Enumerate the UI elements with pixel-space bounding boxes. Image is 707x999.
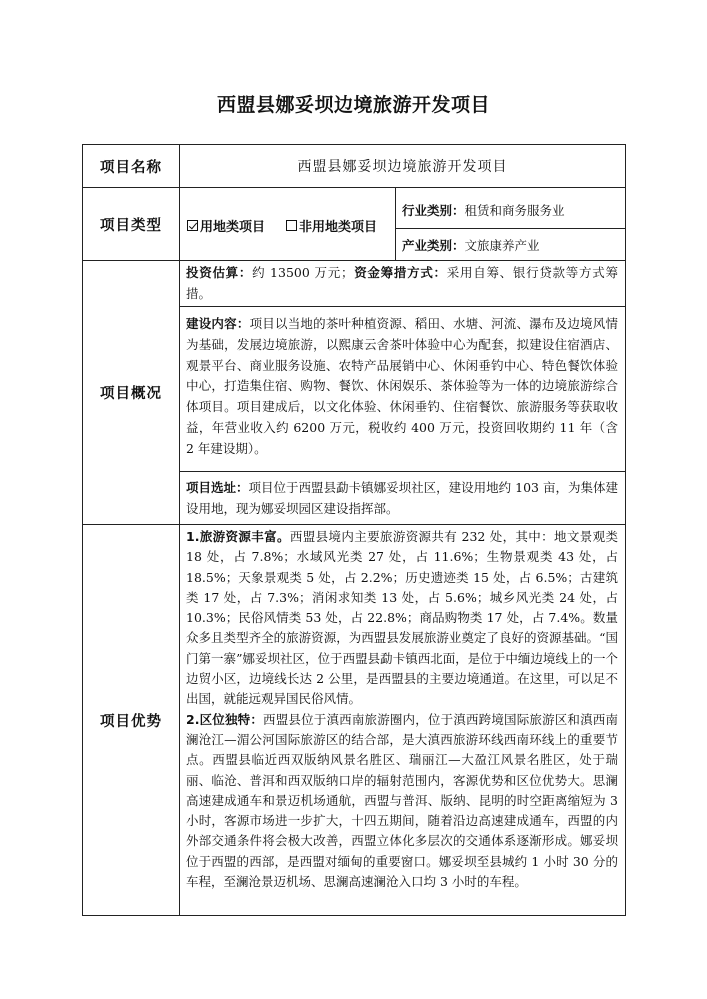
industry-category xyxy=(402,198,565,222)
column-divider xyxy=(395,187,396,260)
funding-key: 资金筹措方式： xyxy=(353,265,447,280)
advantage-content xyxy=(186,527,618,892)
row-divider xyxy=(179,471,626,472)
overview-site xyxy=(186,478,618,520)
funding-text: 采用自筹、银行贷款等方式筹措。 xyxy=(186,265,618,301)
sector-key: 产业类别： xyxy=(402,238,465,253)
industry-key: 行业类别： xyxy=(402,203,465,218)
table-border-right xyxy=(625,144,626,916)
investment-text: 约 13500 万元； xyxy=(252,265,354,280)
table-border-bottom xyxy=(82,915,626,916)
label-project-type: 项目类型 xyxy=(100,217,162,234)
project-name-value: 西盟县娜妥坝边境旅游开发项目 xyxy=(297,159,508,175)
advantage-2-text: 西盟县位于滇西南旅游圈内，位于滇西跨境国际旅游区和滇西南澜沧江—湄公河国际旅游区的结合部，是大滇西旅游环线西南环线上的重要节点。西盟县临近西双版纳风景名胜区、瑞丽江—大盈江风景名胜区，处于瑞丽、临沧、普洱和西双版纳口岸的辐射范围内，客源优势和区位优势大。思澜高速建成通车和景迈机场通航，西盟与普洱、版纳、昆明的时空距离缩短为 3 小时，客源市场进一步扩大，十四五期间，随着沿边高速建成通车，西盟的内外部交通条件将会极大改善，西盟立体化多层次的交通体系逐渐形成。娜妥坝位于西盟的西部，是西盟对缅甸的重要窗口。娜妥坝至县城约 1 小时 30 分的车程，至澜沧景迈机场、思澜高速澜沧入口均 3 小时的车程。 xyxy=(186,711,618,890)
investment-key: 投资估算： xyxy=(186,265,253,280)
label-project-advantage: 项目优势 xyxy=(100,713,162,730)
type-option-land-label: 用地类项目 xyxy=(200,220,266,235)
row-divider xyxy=(395,228,626,229)
type-option-non-land xyxy=(286,216,377,235)
overview-investment xyxy=(186,263,618,305)
overview-construction xyxy=(186,314,618,460)
label-project-overview: 项目概况 xyxy=(100,386,162,402)
type-option-non-land-label: 非用地类项目 xyxy=(299,220,378,235)
sector-value: 文旅康养产业 xyxy=(464,238,540,253)
advantage-paragraph-2 xyxy=(186,710,618,893)
industry-value: 租赁和商务服务业 xyxy=(464,203,565,218)
label-project-name: 项目名称 xyxy=(100,159,162,176)
site-text: 项目位于西盟县勐卡镇娜妥坝社区，建设用地约 103 亩，为集体建设用地，现为娜妥坝园区建设指挥部。 xyxy=(186,480,618,516)
sector-category xyxy=(402,233,540,257)
unchecked-box-icon xyxy=(286,220,297,231)
construction-text: 项目以当地的茶叶种植资源、稻田、水塘、河流、瀑布及边境风情为基础，发展边境旅游，以熙康云舍茶叶体验中心为配套，拟建设住宿酒店、观景平台、商业服务设施、农特产品展销中心、休闲垂钓中心、特色餐饮体验中心，打造集住宿、购物、餐饮、休闲娱乐、茶体验等为一体的边境旅游综合体项目。项目建成后，以文化体验、休闲垂钓、住宿餐饮、旅游服务等获取收益，年营业收入约 6200 万元，税收约 400 万元，投资回收期约 11 年（含 2 年建设期）。 xyxy=(186,316,618,456)
type-option-land xyxy=(187,216,265,235)
site-key: 项目选址： xyxy=(186,480,249,495)
construction-key: 建设内容： xyxy=(186,316,250,331)
checked-box-icon xyxy=(187,220,198,231)
advantage-2-key: 2.区位独特： xyxy=(186,711,264,727)
advantage-1-key: 1.旅游资源丰富。 xyxy=(186,529,290,544)
advantage-1-text: 西盟县境内主要旅游资源共有 232 处，其中：地文景观类 18 处，占 7.8%；水域风光类 27 处，占 11.6%；生物景观类 43 处，占 18.5%；天象景观类 5 处，占 2.2%；历史遗迹类 15 处，占 6.5%；古建筑类 17 处，占 7.3%；消闲求知类 13 处，占 5.6%；城乡风光类 24 处，占 10.3%；民俗风情类 53 处，占 22.8%；商品购物类 17 处，占 7.4%。数量众多且类型齐全的旅游资源，为西盟县发展旅游业奠定了良好的资源基础。“国门第一寨”娜妥坝社区，位于西盟县勐卡镇西北面，是位于中缅边境线上的一个边贸小区，边境线长达 2 公里，是西盟县的主要边境通道。在这里，可以足不出国，就能远观异国民俗风情。 xyxy=(186,529,618,707)
document-title: 西盟县娜妥坝边境旅游开发项目 xyxy=(216,94,490,116)
row-divider xyxy=(179,306,626,307)
advantage-paragraph-1 xyxy=(186,527,618,710)
column-divider xyxy=(179,144,180,916)
